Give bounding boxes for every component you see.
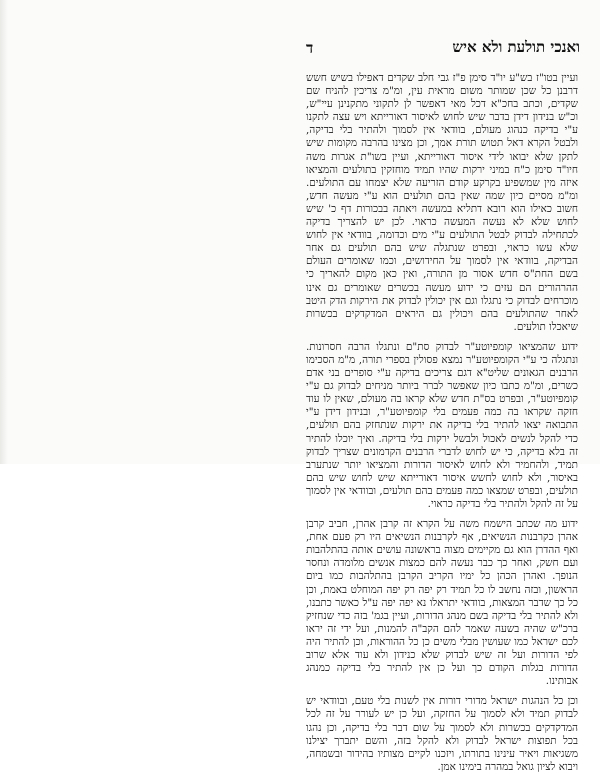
- paragraph: ועיין בטו"ז בש"ע יו"ד סימן פ"ז גבי חלב שקדים דאפילו בשיש חשש דרבנן כל שכן שמותר משום מראית עין, ומ"מ צריכין להניח שם שקדים, וכתב בחכ"א דכל מאי דאפשר לן לתקוני מתקנינן עיי"ש, וכ"ש בנידון דידן בדבר שיש לחוש לאיסור דאורייתא ויש עצה לתקנו ע"י בדיקה כנהוג מעולם, בוודאי אין לסמוך ולהתיר בלי בדיקה, ולבטל הקרא דאל תטוש תורת אמך, וכן מצינו בהרבה מקומות שיש לתקן שלא יבואו לידי איסור דאורייתא, ועיין בשו"ת אגרות משה חיו"ד סימן כ"ח במיני ירקות שהיו תמיד מוחזקין בתולעים והמציאו איזה מין שמשפיע בקרקע קודם הזריעה שלא יצמחו עם התולעים. ומ"מ מסיים כיון שמה שאין בהם תולעים הוא ע"י מעשה חדש, חשוב כאילו הוא רובא דתליא במעשה ויאתה בבכורות דף כ' שיש לחוש שלא לא נעשה המעשה כראוי. לכן יש להצריך בדיקה לכתחילה לבדוק לבטל התולעים ע"י מים וכדומה, בוודאי אין לחוש שלא עשו כראוי, ובפרט שנתגלה שיש בהם תולעים גם אחר הבדיקה, בוודאי אין לסמוך על החידושים, וכמו שאומרים העולם בשם החת"ס חדש אסור מן התורה, ואין כאן מקום להאריך כי ההרהורים הם עזים כי ידוע מעשה בכשרים שאומרים גם אינו מוכרחים לבדוק כי נתגלו וגם אין יכולין לבדוק את הירקות הדק היטב לאחר שהתולעים בהם ויכולין גם היראים המדקדקים בכשרות שיאכלו תולעים.: [306, 72, 578, 333]
- page-header: [302, 36, 584, 60]
- running-title: ואנכי תולעת ולא איש: [452, 38, 580, 56]
- paragraph: ידוע שהמציאו קומפיוטע"ר לבדוק סת"ם ונתגלו הרבה חסרונות. ונתגלה כי ע"י הקומפיוטע"ר נמצא פסולין בספרי תורה, מ"מ הסכימו הרבנים הגאונים שליט"א דגם צריכים בדיקה ע"י סופרים בני אדם כשרים, ומ"מ כתבו כיון שאפשר לברר ביותר מניחים לבדוק גם ע"י קומפיוטע"ר, ובפרט בס"ת חדש שלא קראו בה מעולם, שאין לו עוד חזקה שקראו בה כמה פעמים בלי קומפיוטע"ר, ובנידון דידן ע"י התבואה יצאו להתיר בלי בדיקה את ירקות שנתחזק בהם תולעים, כדי להקל לנשים לאכול ולבשל ירקות בלי בדיקה. ואיך יוכלו להתיר זה בלא בדיקה, כי יש לחוש לדברי הרבנים הקדמונים שצריך לבדוק תמיד, ולהחמיר ולא לחוש לאיסור הדורות והמציאו יותר שנתערב באיסור, ולא לחוש לחשש איסור דאורייתא שיש לחוש שיש בהם תולעים, ובפרט שמצאו כמה פעמים בהם תולעים, ובוודאי אין לסמוך על זה להקל ולהתיר בלי בדיקה כראוי.: [306, 340, 578, 510]
- scan-edge: [0, 0, 8, 464]
- body-text: [306, 72, 578, 773]
- page-number: ד: [306, 39, 314, 57]
- paragraph: ידוע מה שכתב הישמח משה על הקרא זה קרבן אהרן, חביב קרבן אהרן כקרבנות הנשיאים, אף לקרבנות הנשיאים היו רק פעם אחת, ואף ההדרן הוא גם מקיימים מצוה בראשונה עושים אותה בהתלהבות ועם חשק, ואחר כך כבר נעשה להם כמצות אנשים מלומדה ונחסר הנופך. ואהרן הכהן כל ימיו הקריב הקרבן בהתלהבות כמו ביום הראשון, ובזה נחשב לו כל תמיד רק יפה רק יפה המוחלט באמת, וכן כל כך שדבר המצאות, בוודאי יתראלו נא יפה יפה ע"ל כאשר כתבנו, ולא להתיר בלי בדיקה בשם מנהג הדורות, ועיין בגמ' בזה כדי שנחזיק ברכ"ש שהיה בשעה שאמר להם הקב"ה להמנות, ועל ידי זה יראו לכם ישראל כמו שעושין מבלי משים כן כל ההוראות, וכן להתיר היה לפי הדורות ועל זה שיש לבדוק שלא כנידון ולא עוד אלא שרוב הדורות בגלות הקודם כך ועל כן אין להתיר בלי בדיקה כמנהג אבותינו.: [306, 518, 578, 688]
- paragraph: וכן כל הנהגות ישראל מדורי דורות אין לשנות בלי טעם, ובוודאי יש לבדוק תמיד ולא לסמוך על החזקה, ועל כן יש לעורר על זה לכל המדקדקים בכשרות ולא לסמוך על שום דבר בלי בדיקה, וכן נהגו בכל תפוצות ישראל לבדוק ולא להקל בזה, והשם יתברך יצילנו משגיאות ויאיר עינינו בתורתו, ויזכנו לקיים מצותיו בהידור ובשמחה, ויבוא לציון גואל במהרה בימינו אמן.: [306, 695, 578, 773]
